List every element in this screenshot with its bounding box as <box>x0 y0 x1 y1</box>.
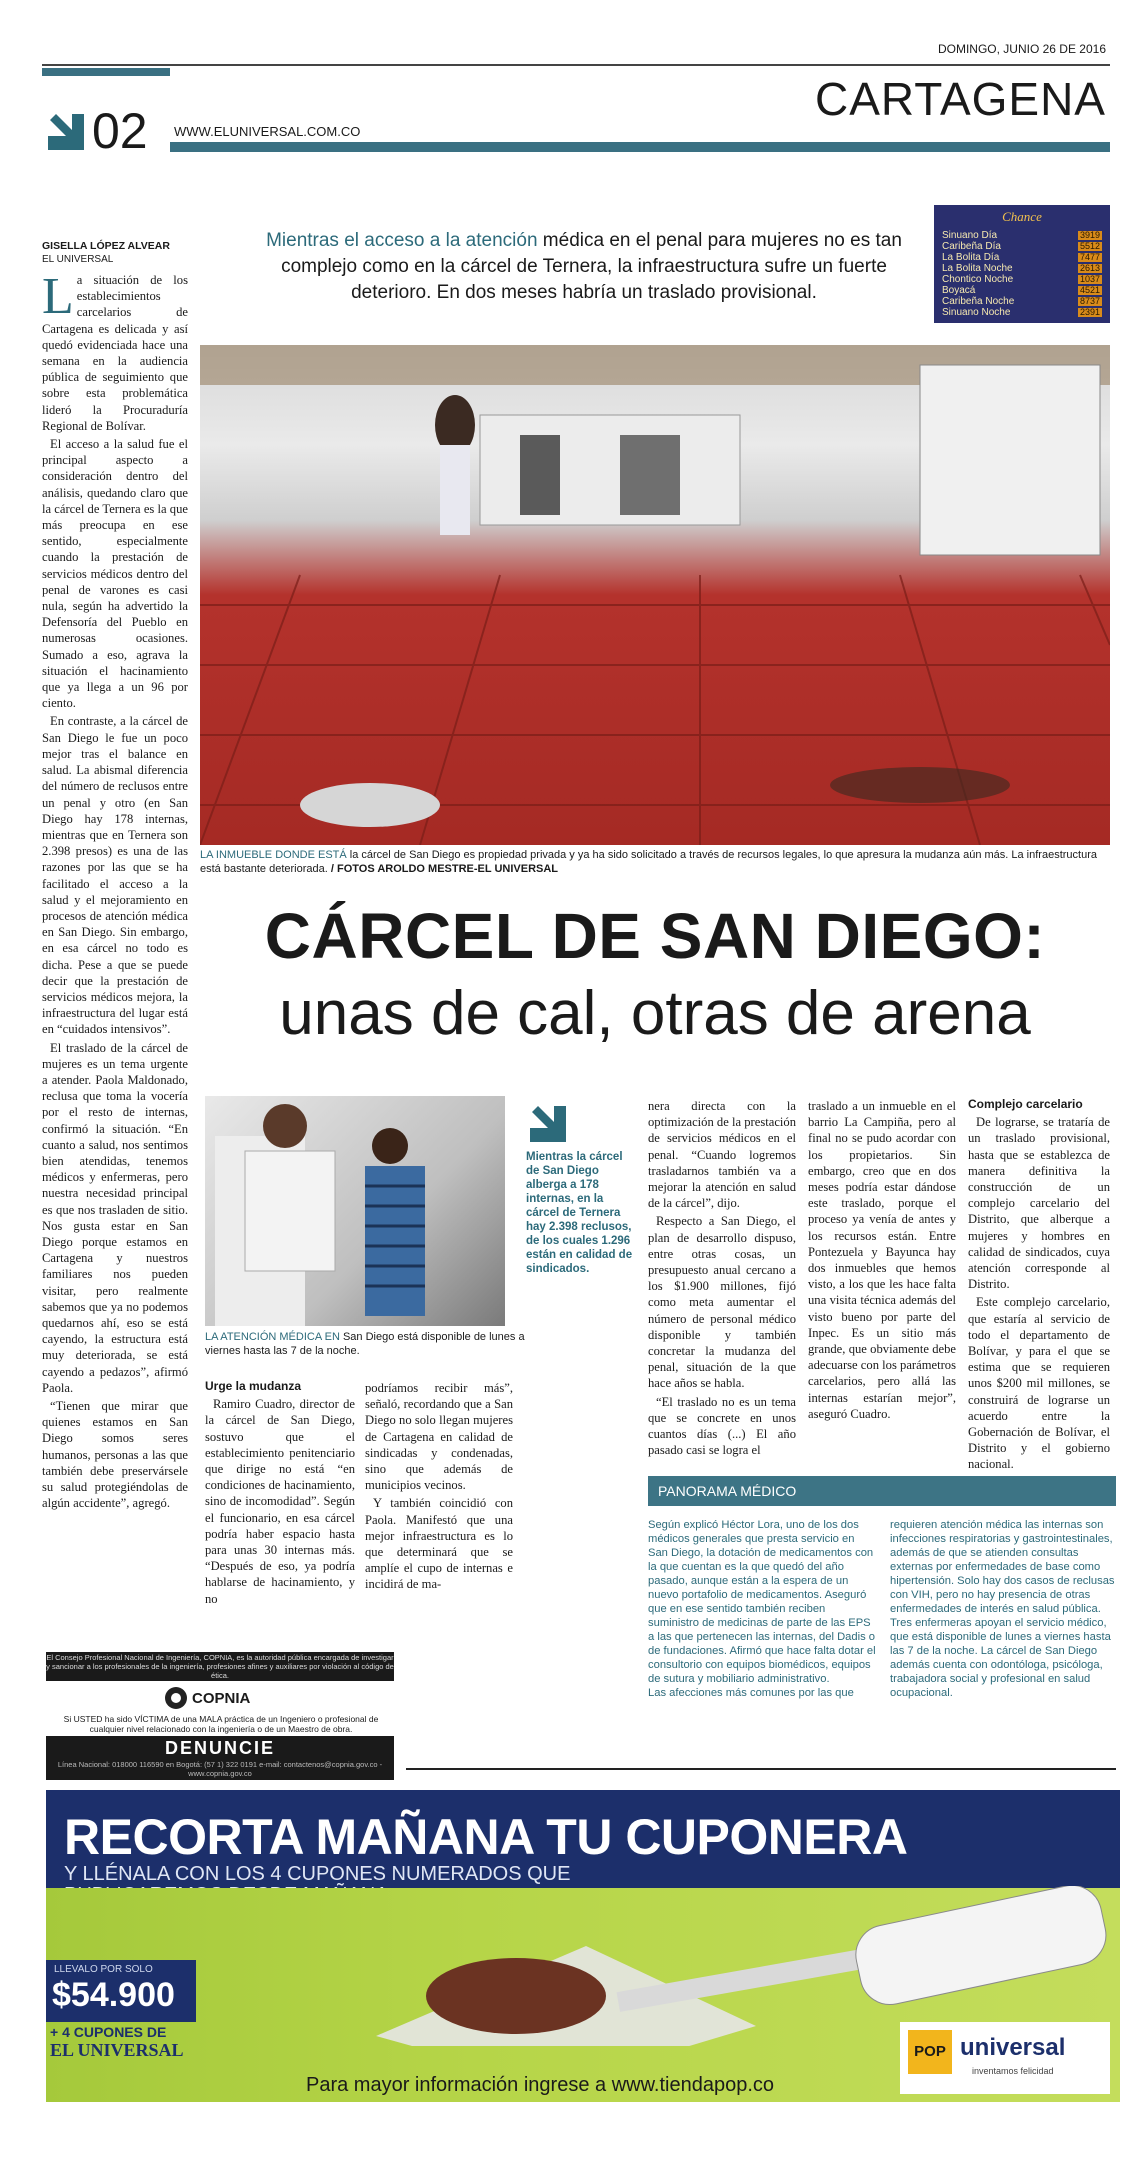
panorama-left-text: Según explicó Héctor Lora, uno de los dos médicos generales que presta servicio en San Diego, la dotación de medicamentos con la que cuentan es la que quedó del año pasado, aunque están a la espera de un nuevo portafolio de medicamentos. Aseguró que en ese sentido también reciben suministro de medicinas de parte de las EPS a las que pertenecen las internas, del Dadis o de fundaciones. Afirmó que hace falta dotar el consultorio con equipos biomédicos, equipos de sutura y mobiliario administrativo. Las afecciones más comunes por las que <box>648 1519 876 1699</box>
price-label: LLEVALO POR SOLO <box>54 1964 153 1975</box>
lottery-row: Sinuano Noche 2391 <box>942 307 1100 318</box>
issue-date: DOMINGO, JUNIO 26 DE 2016 <box>937 42 1106 56</box>
lottery-row: La Bolita Noche 2613 <box>942 263 1100 274</box>
paragraph: En contraste, a la cárcel de San Diego le fue un poco mejor tras el balance en salud. La abismal diferencia del número de reclusos entre un penal y otro (en San Diego hay 178 internas, mientras que en Ternera son 2.398 presos) es una de las razones por las que se ha facilitado el acceso a la salud y el mejoramiento en procesos de atención médica en San Diego. Sin embargo, en esa cárcel no todo es dicha. Pese a que se puede decir que la prestación de servicios médicos mejora, la infraestructura del lugar está en “cuidados intensivos”. <box>42 714 188 1037</box>
denuncie-label: DENUNCIE <box>164 1738 275 1758</box>
paragraph: “El traslado no es un tema que se concrete en unos cuantos días (...) El año pasado casi se logra el <box>648 1394 796 1458</box>
copnia-top-text: El Consejo Profesional Nacional de Ingeniería, COPNIA, es la autoridad pública encargada de investigar y sancionar a los profesionales de la ingeniería, profesiones afines y auxiliares por violación al código de ética. <box>46 1653 394 1680</box>
universal-wordmark: universal <box>960 2034 1066 2061</box>
paragraph: Respecto a San Diego, el plan de desarrollo dispuso, entre otras cosas, un presupuesto anual cercano a los $1.900 millones, fijó como meta aumentar el número de personal médico disponible y también concretar la mudanza del penal, situación de la que hace años se habla. <box>648 1214 796 1391</box>
photo-credit: / FOTOS AROLDO MESTRE-EL UNIVERSAL <box>330 863 559 875</box>
subheadline: unas de cal, otras de arena <box>279 979 1031 1048</box>
pullquote: Mientras la cárcel de San Diego alberga a 178 internas, en la cárcel de Ternera hay 2.398 reclusos, de los cuales 1.296 están en calidad de sindicados. <box>526 1151 633 1275</box>
column-d <box>808 1098 956 1424</box>
lead-highlight: Mientras el acceso a la atención <box>266 230 538 251</box>
article-lead <box>244 228 924 306</box>
photo-caption <box>200 848 1110 876</box>
paragraph: Y también coincidió con Paola. Manifestó que una mejor infraestructura es lo que determinará que se amplíe el cupo de internas e incidirá de ma- <box>365 1496 513 1592</box>
newspaper-brand: EL UNIVERSAL <box>50 2040 184 2060</box>
header-rule <box>42 64 1110 66</box>
lottery-logo: Chance <box>1002 209 1042 224</box>
medical-attention-photo <box>205 1096 505 1326</box>
copnia-message: Si USTED ha sido VÍCTIMA de una MALA práctica de un Ingeniero o profesional de cualquier nivel relacionado con la ingeniería o de un Maestro de obra. <box>63 1714 379 1734</box>
copnia-notice <box>46 1652 394 1780</box>
photo-illustration <box>200 345 1110 845</box>
page-number: 02 <box>92 103 148 159</box>
paragraph: El acceso a la salud fue el principal aspecto a consideración dentro del análisis, quedando claro que la cárcel de Ternera es la que más preocupa en ese sentido, especialmente cuando la prestación de servicios médicos dentro del penal de varones es casi nula, según ha advertido la Defensoría del Pueblo en numerosas ocasiones. Sumado a eso, agrava la situación el hacinamiento que ya llega a un 96 por ciento. <box>42 437 188 711</box>
paragraph: nera directa con la optimización de la prestación de servicios médicos en el penal. “Cuando logremos trasladarnos también va a mejorar la atención en salud de la cárcel”, dijo. <box>648 1099 796 1211</box>
coupon-advertisement <box>46 1790 1120 2102</box>
ad-subtitle: Y LLÉNALA CON LOS 4 CUPONES NUMERADOS QUE <box>64 1863 571 1885</box>
caption-lead: LA INMUEBLE DONDE ESTÁ <box>200 849 347 861</box>
paragraph: “Tienen que mirar que quienes estamos en San Diego somos seres humanos, personas a las que también debe preservársele su salud protegiéndolas de algún accidente”, agregó. <box>42 1399 188 1511</box>
pop-logo: POP <box>908 2030 952 2074</box>
lottery-results-box <box>934 205 1110 323</box>
paragraph: De lograrse, se trataría de un traslado provisional, hasta que se establezca de manera definitiva la construcción de un complejo carcelario del Distrito, que alberque a mujeres y hombres en calidad de sindicados, cuya atención corresponde al Distrito. <box>968 1115 1110 1292</box>
paragraph: podríamos recibir más”, señaló, recordando que a San Diego no solo llegan mujeres de Cartagena en calidad de sindicadas y condenadas, sino que además de municipios vecinos. <box>365 1381 513 1493</box>
author-name: GISELLA LÓPEZ ALVEAR <box>42 240 170 252</box>
column-e <box>968 1096 1110 1475</box>
page-number-block <box>42 103 170 160</box>
price-value: $54.900 <box>52 1976 175 2014</box>
headline: CÁRCEL DE SAN DIEGO: <box>264 900 1046 972</box>
paragraph: traslado a un inmueble en el barrio La Campiña, pero al final no se pudo acordar con los propietarios. Sin embargo, creo que en dos meses podría estar dándose este traslado, porque el proceso ya venía de antes y los recursos están. Entre Pontezuela y Bayunca hay dos inmuebles que hemos visto, a los que les hace falta una visita técnica además del visto bueno por parte del Inpec. Es un sitio más grande, que obviamente debe adecuarse con los parámetros carcelarios, pero allá las internas estarían mejor”, aseguró Cuadro. <box>808 1099 956 1421</box>
photo2-caption: LA ATENCIÓN MÉDICA EN San Diego está disponible de lunes a viernes hasta las 7 de la noche. <box>205 1331 525 1357</box>
prison-interior-photo <box>200 345 1110 845</box>
panorama-title: PANORAMA MÉDICO <box>658 1483 797 1499</box>
column-b <box>365 1380 513 1595</box>
subhead: Complejo carcelario <box>968 1097 1083 1111</box>
panorama-header <box>648 1476 1116 1506</box>
universal-logo <box>900 2022 1110 2094</box>
universal-tagline: inventamos felicidad <box>972 2066 1054 2076</box>
ad-footer-link[interactable]: Para mayor información ingrese a www.tiendapop.co <box>306 2074 775 2096</box>
caption-text: la cárcel de San Diego es propiedad privada y ya ha sido solicitado a través de recursos legales, lo que apresura la mudanza aún más. La infraestructura está bastante deteriorada. <box>200 849 1097 875</box>
photo-illustration <box>205 1096 505 1326</box>
lottery-row: Sinuano Día 3919 <box>942 230 1100 241</box>
section-title: CARTAGENA <box>814 73 1106 125</box>
header-accent-bar <box>42 68 170 76</box>
author-outlet: EL UNIVERSAL <box>42 254 114 265</box>
lottery-row: Chontico Noche 1037 <box>942 274 1100 285</box>
arrow-down-right-icon <box>44 110 88 154</box>
paragraph: El traslado de la cárcel de mujeres es un tema urgente a atender. Paola Maldonado, reclusa que toma la vocería por el resto de internas, confirmó la situación. “En cuanto a salud, nos sentimos bien atendidas, tenemos médicos y enfermeras, pero nuestra necesidad principal es que nos trasladen de sitio. Nos gusta estar en San Diego porque estamos en Cartagena y nuestros familiares nos pueden visitar, pero realmente sabemos que ya no podemos quedarnos ahí, eso se está cayendo, la estructura está muy deteriorada, se está cayendo a pedazos”, afirmó Paola. <box>42 1040 188 1395</box>
panorama-right-text: requieren atención médica las internas son infecciones respiratorias y gastrointestinales, además de que se atienden consultas externas por enfermedades de base como hipertensión. Solo hay dos casos de reclusas con VIH, pero no hay presencia de otras enfermedades de interés en salud pública. Tres enfermeras apoyan el servicio médico, que está disponible de lunes a viernes hasta las 7 de la noche. La cárcel de San Diego además cuenta con odontóloga, psicóloga, trabajadora social y profesional en salud ocupacional. <box>890 1519 1115 1699</box>
lottery-row: Boyacá 4521 <box>942 285 1100 296</box>
arrow-down-right-icon <box>526 1104 568 1146</box>
paragraph: Ramiro Cuadro, director de la cárcel de San Diego, sostuvo que el establecimiento penitenciario que dirige no está “en condiciones de hacinamiento, sino de incomodidad”. Según el funcionario, en esa cárcel podría haber espacio hasta para unas 30 internas más. “Después de eso, ya podría hablarse de hacinamiento, y no <box>205 1397 355 1606</box>
paragraph: Este complejo carcelario, que estaría al servicio de todo el departamento de Bolívar, y para el que se estima que se requieren unos $200 mil millones, se construirá de lograrse un acuerdo entre la Gobernación de Bolívar, el Distrito y el gobierno nacional. <box>968 1295 1110 1472</box>
lead-text: médica en el penal para mujeres no es tan complejo como en la cárcel de Ternera, la infraestructura sufre un fuerte deterioro. En dos meses habría un traslado provisional. <box>281 230 902 303</box>
coupon-count: + 4 CUPONES DE <box>50 2024 167 2040</box>
copnia-logo-icon <box>164 1686 188 1710</box>
url-bar <box>170 142 1110 152</box>
lottery-row: Caribeña Noche 8737 <box>942 296 1100 307</box>
drop-cap: L <box>42 268 74 325</box>
copnia-contact: Línea Nacional: 018000 116590 en Bogotá: (57 1) 322 0191 e-mail: contactenos@copnia.gov.co - www.copnia.gov.co <box>57 1760 383 1778</box>
lottery-row: La Bolita Día 7477 <box>942 252 1100 263</box>
column-c <box>648 1098 796 1460</box>
ad-title: RECORTA MAÑANA TU CUPONERA <box>64 1809 908 1865</box>
copnia-footer <box>46 1736 394 1780</box>
subhead: Urge la mudanza <box>205 1379 302 1393</box>
divider <box>406 1768 1116 1770</box>
lottery-row: Caribeña Día 5512 <box>942 241 1100 252</box>
left-column: La situación de los establecimientos carcelarios de Cartagena es delicada y así quedó evidenciada hace una semana en la audiencia pública de seguimiento que sobre esta problemática lideró la Procuraduría Regional de Bolívar. El acceso a la salud fue el principal aspecto a consideración dentro del análisis, quedando claro que la cárcel de Ternera es la que más preocupa en ese sentido, especialmente cuando la prestación de servicios médicos dentro del penal de varones es casi nula, según ha advertido la Defensoría del Pueblo en numerosas ocasiones. Sumado a eso, agrava la situación el hacinamiento que ya llega a un 96 por ciento. En contraste, a la cárcel de San Diego le fue un poco mejor tras el balance en salud. La abismal diferencia del número de reclusos entre un penal y otro (en San Diego hay 178 internas, mientras que en Ternera son 2.398 presos) es una de las razones por las que se ha facilitado el acceso a la salud y el mejoramiento en procesos de atención médica en San Diego. Sin embargo, en esa cárcel no todo es dicha. Pese a que se puede decir que la prestación de servicios médicos mejora, la infraestructura del lugar está en “cuidados intensivos”. El traslado de la cárcel de mujeres es un tema urgente a atender. Paola Maldonado, reclusa que toma la vocería por el resto de internas, confirmó la situación. “En cuanto a salud, nos sentimos bien atendidas, tenemos médicos y enfermeras, pero nuestra necesidad principal es que nos trasladen de sitio. Nos gusta estar en San Diego porque estamos en Cartagena y nuestros familiares nos pueden visitar, pero realmente sabemos que ya no podemos quedarnos ahí, eso se está cayendo, la estructura está muy deteriorada, se está cayendo a pedazos”, afirmó Paola. “Tienen que mirar que quienes estamos en San Diego somos seres humanos, personas a las que también debe preservársele su salud protegiéndolas de algún accidente”, agregó. <box>42 268 188 1511</box>
price-block <box>46 1960 196 2022</box>
site-url[interactable]: WWW.ELUNIVERSAL.COM.CO <box>174 124 361 139</box>
copnia-logo-text: COPNIA <box>192 1690 251 1707</box>
column-urge <box>205 1378 355 1609</box>
